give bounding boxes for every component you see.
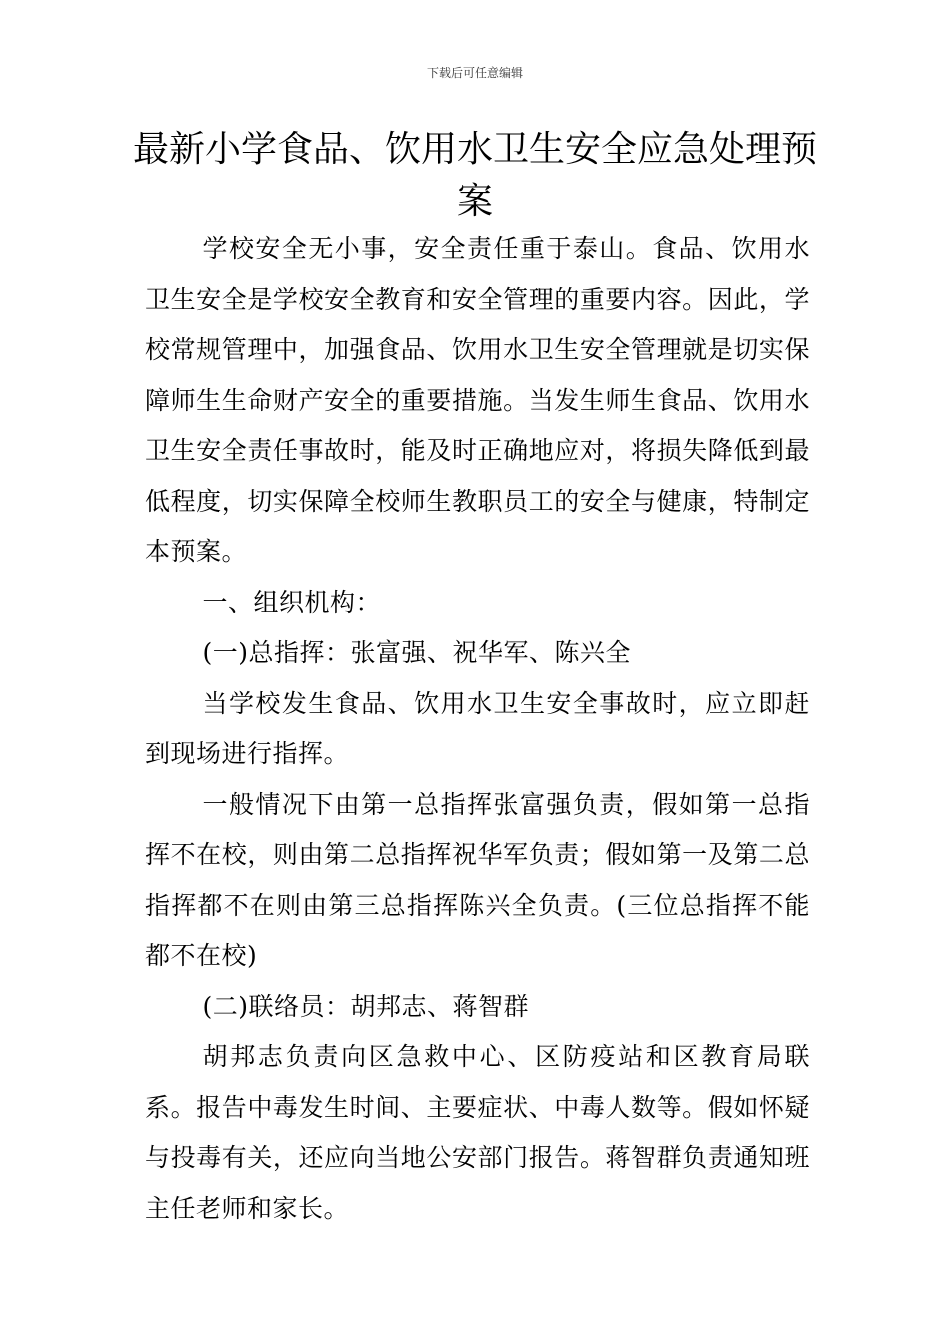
- subsection-liaison: (二)联络员：胡邦志、蒋智群: [202, 991, 530, 1021]
- commander-duty-paragraph: 当学校发生食品、饮用水卫生安全事故时，应立即赶到现场进行指挥。: [145, 688, 810, 768]
- liaison-duty-paragraph: 胡邦志负责向区急救中心、区防疫站和区教育局联系。报告中毒发生时间、主要症状、中毒人数等。假如怀疑与投毒有关，还应向当地公安部门报告。蒋智群负责通知班主任老师和家长。: [145, 1042, 810, 1223]
- subsection-commander: (一)总指挥：张富强、祝华军、陈兴全: [202, 638, 632, 667]
- intro-paragraph: 学校安全无小事，安全责任重于泰山。食品、饮用水卫生安全是学校安全教育和安全管理的重要内容。因此，学校常规管理中，加强食品、饮用水卫生安全管理就是切实保障师生生命财产安全的重要措施。当发生师生食品、饮用水卫生安全责任事故时，能及时正确地应对，将损失降低到最低程度，切实保障全校师生教职员工的安全与健康，特制定本预案。: [145, 234, 810, 566]
- document-body: [145, 224, 810, 1234]
- section-heading-organization: 一、组织机构：: [202, 587, 382, 617]
- header-note: 下载后可任意编辑: [426, 66, 523, 80]
- document-title: 最新小学食品、饮用水卫生安全应急处理预案: [132, 129, 817, 222]
- commander-order-paragraph: 一般情况下由第一总指挥张富强负责，假如第一总指挥不在校，则由第二总指挥祝华军负责；假如第一及第二总指挥都不在则由第三总指挥陈兴全负责。(三位总指挥不能都不在校): [145, 789, 810, 970]
